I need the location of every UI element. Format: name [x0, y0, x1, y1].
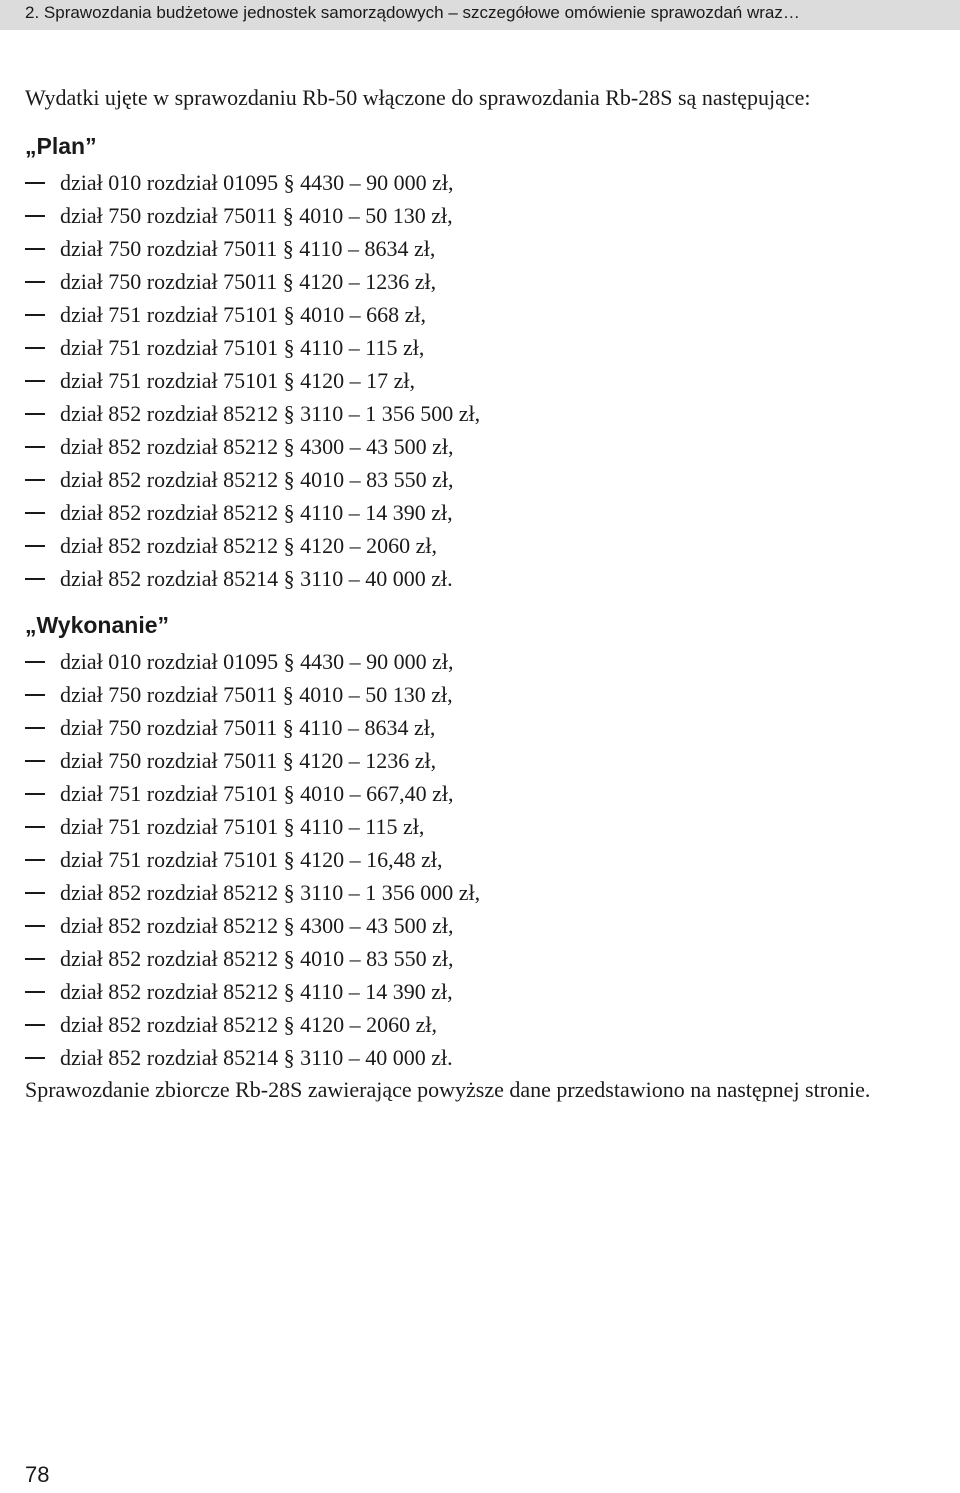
list-item — [25, 975, 955, 1008]
section-heading-wykonanie: „Wykonanie” — [25, 612, 169, 638]
entry-text: dział 750 rozdział 75011 § 4120 – 1236 zł, — [60, 748, 437, 773]
list-item — [25, 430, 955, 463]
list-item — [25, 942, 955, 975]
entry-text: dział 852 rozdział 85214 § 3110 – 40 000 zł. — [60, 566, 453, 591]
running-header: 2. Sprawozdania budżetowe jednostek samorządowych – szczegółowe omówienie sprawozdań wraz… — [0, 0, 960, 30]
entry-text: dział 852 rozdział 85212 § 4110 – 14 390 zł, — [60, 979, 453, 1004]
dash-bullet-icon — [25, 479, 45, 481]
list-item — [25, 777, 955, 810]
list-item — [25, 298, 955, 331]
entry-text: dział 751 rozdział 75101 § 4110 – 115 zł, — [60, 814, 425, 839]
entry-text: dział 852 rozdział 85212 § 3110 – 1 356 000 zł, — [60, 880, 481, 905]
list-item — [25, 909, 955, 942]
dash-bullet-icon — [25, 661, 45, 663]
entry-text: dział 751 rozdział 75101 § 4010 – 667,40 zł, — [60, 781, 454, 806]
entry-text: dział 751 rozdział 75101 § 4120 – 17 zł, — [60, 368, 415, 393]
entry-text: dział 750 rozdział 75011 § 4120 – 1236 zł, — [60, 269, 437, 294]
intro-paragraph: Wydatki ujęte w sprawozdaniu Rb-50 włączone do sprawozdania Rb-28S są następujące: — [25, 85, 811, 110]
entry-text: dział 010 rozdział 01095 § 4430 – 90 000 zł, — [60, 649, 454, 674]
list-item — [25, 166, 955, 199]
entry-text: dział 852 rozdział 85212 § 4120 – 2060 zł, — [60, 1012, 437, 1037]
list-item — [25, 232, 955, 265]
list-item — [25, 199, 955, 232]
dash-bullet-icon — [25, 925, 45, 927]
list-item — [25, 876, 955, 909]
dash-bullet-icon — [25, 1057, 45, 1059]
entry-text: dział 750 rozdział 75011 § 4010 – 50 130 zł, — [60, 203, 453, 228]
entry-text: dział 852 rozdział 85212 § 4010 – 83 550 zł, — [60, 946, 454, 971]
list-item — [25, 744, 955, 777]
page-number: 78 — [25, 1462, 50, 1487]
list-item — [25, 364, 955, 397]
list-item — [25, 463, 955, 496]
list-item — [25, 1041, 955, 1074]
list-item — [25, 529, 955, 562]
section-heading-plan: „Plan” — [25, 133, 97, 159]
list-item — [25, 810, 955, 843]
list-item — [25, 645, 955, 678]
list-item — [25, 331, 955, 364]
dash-bullet-icon — [25, 314, 45, 316]
list-item — [25, 711, 955, 744]
dash-bullet-icon — [25, 215, 45, 217]
page-body — [25, 80, 955, 1106]
entry-text: dział 750 rozdział 75011 § 4110 – 8634 zł, — [60, 236, 436, 261]
entry-text: dział 751 rozdział 75101 § 4110 – 115 zł, — [60, 335, 425, 360]
dash-bullet-icon — [25, 958, 45, 960]
list-item — [25, 397, 955, 430]
entry-text: dział 750 rozdział 75011 § 4010 – 50 130 zł, — [60, 682, 453, 707]
entry-text: dział 751 rozdział 75101 § 4010 – 668 zł, — [60, 302, 426, 327]
entry-text: dział 852 rozdział 85212 § 4120 – 2060 zł, — [60, 533, 437, 558]
dash-bullet-icon — [25, 248, 45, 250]
entry-text: dział 852 rozdział 85212 § 4300 – 43 500 zł, — [60, 913, 454, 938]
dash-bullet-icon — [25, 446, 45, 448]
entry-text: dział 751 rozdział 75101 § 4120 – 16,48 zł, — [60, 847, 443, 872]
dash-bullet-icon — [25, 859, 45, 861]
dash-bullet-icon — [25, 793, 45, 795]
entry-text: dział 750 rozdział 75011 § 4110 – 8634 zł, — [60, 715, 436, 740]
entry-text: dział 852 rozdział 85212 § 4300 – 43 500 zł, — [60, 434, 454, 459]
dash-bullet-icon — [25, 826, 45, 828]
dash-bullet-icon — [25, 991, 45, 993]
list-item — [25, 265, 955, 298]
list-item — [25, 562, 955, 595]
dash-bullet-icon — [25, 760, 45, 762]
dash-bullet-icon — [25, 727, 45, 729]
dash-bullet-icon — [25, 578, 45, 580]
dash-bullet-icon — [25, 380, 45, 382]
list-item — [25, 843, 955, 876]
dash-bullet-icon — [25, 512, 45, 514]
dash-bullet-icon — [25, 347, 45, 349]
dash-bullet-icon — [25, 545, 45, 547]
closing-paragraph: Sprawozdanie zbiorcze Rb-28S zawierające powyższe dane przedstawiono na następnej stronie. — [25, 1077, 871, 1102]
dash-bullet-icon — [25, 413, 45, 415]
entry-text: dział 010 rozdział 01095 § 4430 – 90 000 zł, — [60, 170, 454, 195]
entry-text: dział 852 rozdział 85212 § 4110 – 14 390 zł, — [60, 500, 453, 525]
dash-bullet-icon — [25, 182, 45, 184]
entry-text: dział 852 rozdział 85214 § 3110 – 40 000 zł. — [60, 1045, 453, 1070]
list-item — [25, 496, 955, 529]
entry-text: dział 852 rozdział 85212 § 3110 – 1 356 500 zł, — [60, 401, 481, 426]
dash-bullet-icon — [25, 694, 45, 696]
list-item — [25, 1008, 955, 1041]
entry-text: dział 852 rozdział 85212 § 4010 – 83 550 zł, — [60, 467, 454, 492]
list-item — [25, 678, 955, 711]
wykonanie-entries-list — [25, 645, 955, 1074]
dash-bullet-icon — [25, 1024, 45, 1026]
dash-bullet-icon — [25, 892, 45, 894]
plan-entries-list — [25, 166, 955, 595]
dash-bullet-icon — [25, 281, 45, 283]
